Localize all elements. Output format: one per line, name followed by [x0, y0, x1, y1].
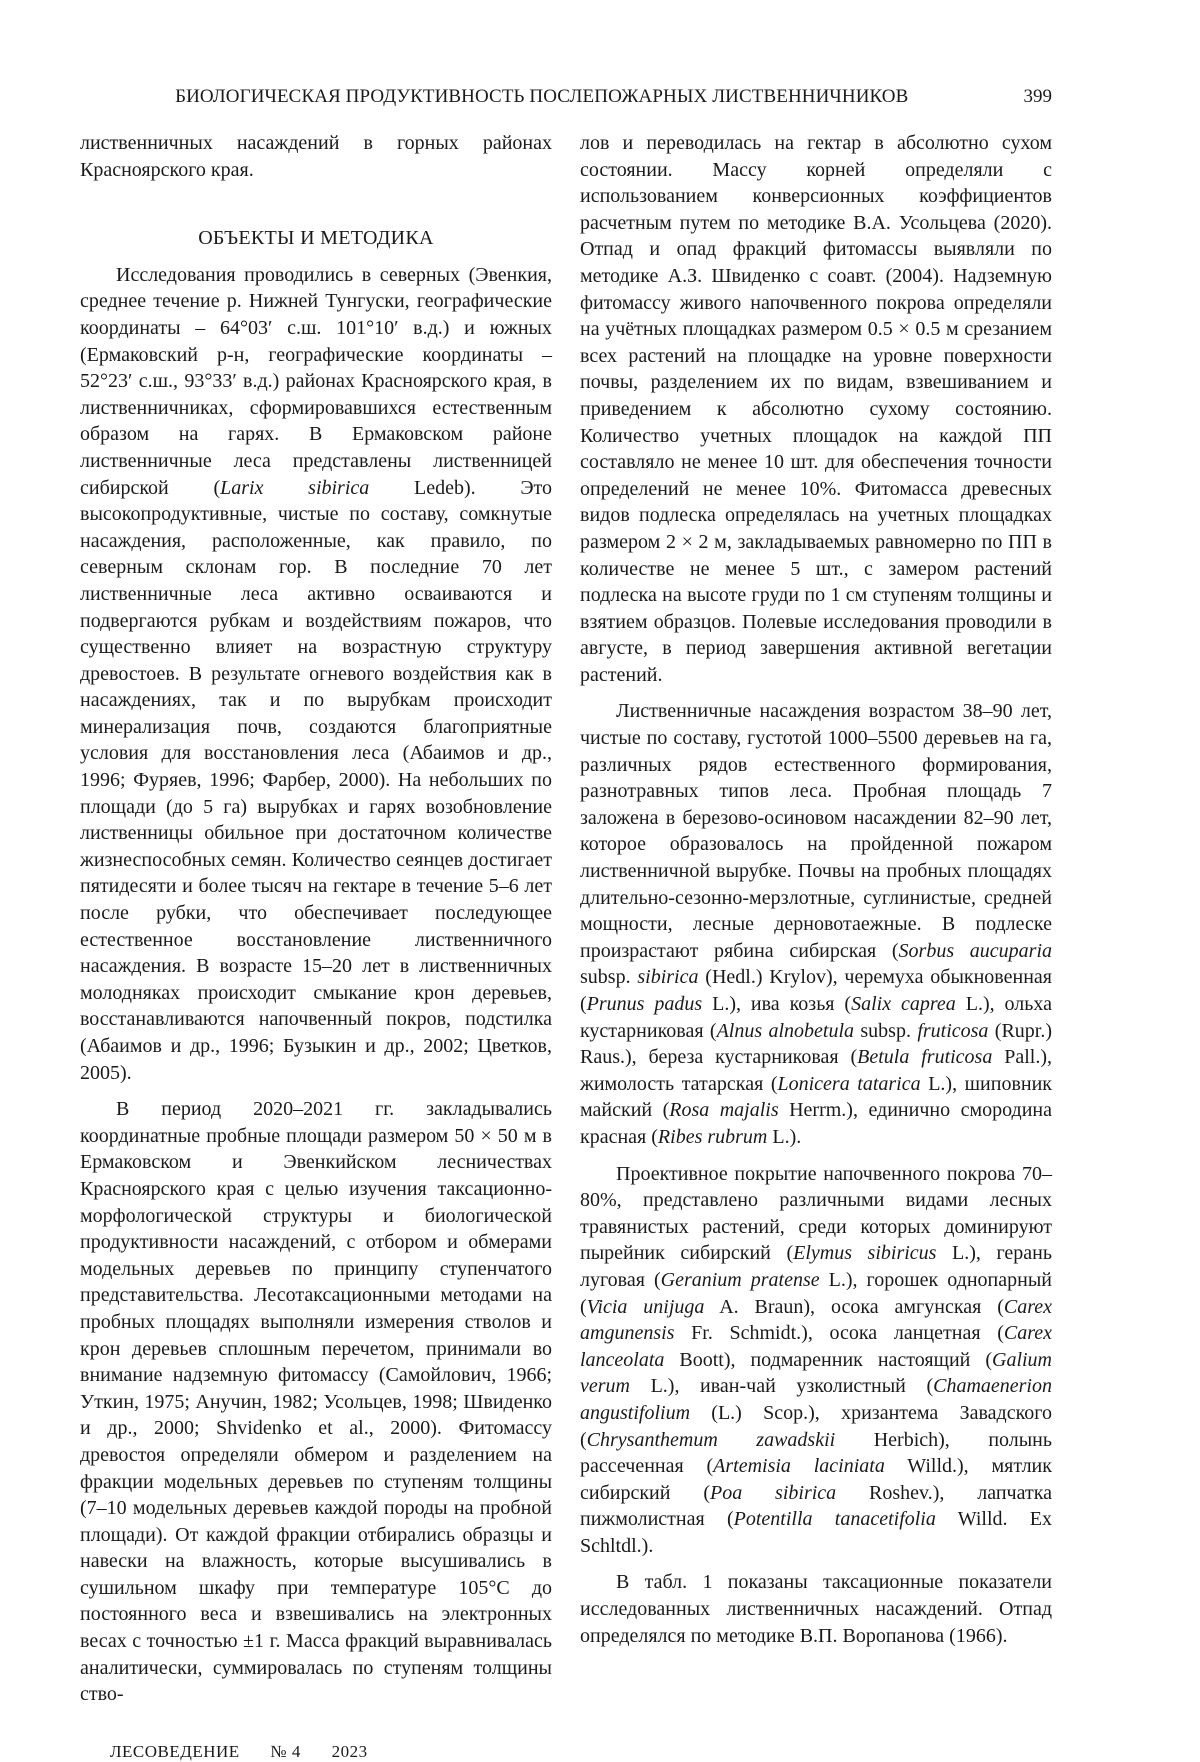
latin-name: Salix caprea [851, 993, 956, 1015]
latin-name: fruticosa [917, 1020, 988, 1042]
page-number: 399 [1024, 86, 1053, 108]
year: 2023 [332, 1742, 368, 1761]
paragraph [80, 130, 552, 183]
latin-name: Geranium pratense [661, 1269, 820, 1291]
text-run: L.), герань луговая ( [580, 1242, 1052, 1291]
latin-name: Chrysanthemum zawadskii [587, 1429, 836, 1451]
journal-name: ЛЕСОВЕДЕНИЕ [110, 1742, 240, 1761]
text-run: Исследования проводились в северных (Эвенкия, среднее течение р. Нижней Тунгуски, географические координаты – 64°03′ с.ш. 101°10′ в.д.) и южных (Ермаковский р-н, географические координаты – 52°23′ с.ш., 93°33′ в.д.) районах Красноярского края, в лиственничниках, сформировавшихся естественным образом на гарях. В Ермаковском районе лиственничные леса представлены лиственницей сибирской ( [80, 264, 552, 499]
text-run: Fr. Schmidt.), осока ланцетная ( [674, 1322, 1003, 1344]
latin-name: Prunus padus [587, 993, 703, 1015]
running-title: БИОЛОГИЧЕСКАЯ ПРОДУКТИВНОСТЬ ПОСЛЕПОЖАРНЫХ ЛИСТВЕННИЧНИКОВ [80, 86, 1024, 108]
paragraph [580, 1569, 1052, 1649]
text-run: A. Braun), осока амгунская ( [704, 1296, 1003, 1318]
text-run: Herrm.), единично смородина красная ( [580, 1099, 1052, 1148]
text-run: subsp. [580, 966, 637, 988]
page-header [80, 86, 1052, 108]
latin-name: Ribes rubrum [658, 1126, 767, 1148]
latin-name: Potentilla tanacetifolia [734, 1508, 936, 1530]
text-run: Willd. Ex Schltdl.). [580, 1508, 1052, 1557]
latin-name: Galium verum [580, 1349, 1052, 1398]
text-run: лиственничных насаждений в горных районах Красноярского края. [80, 132, 552, 181]
section-heading: ОБЪЕКТЫ И МЕТОДИКА [80, 225, 552, 252]
paragraph [580, 1161, 1052, 1560]
latin-name: Betula fruticosa [857, 1046, 992, 1068]
text-run: Roshev.), лапчатка пижмолистная ( [580, 1482, 1052, 1531]
text-run: L.). [767, 1126, 801, 1148]
text-run: (Rupr.) Raus.), береза кустарниковая ( [580, 1020, 1052, 1069]
latin-name: Elymus sibiricus [793, 1242, 936, 1264]
paragraph [580, 130, 1052, 688]
text-run: Boott), подмаренник настоящий ( [664, 1349, 992, 1371]
latin-name: Carex amgunensis [580, 1296, 1052, 1345]
text-run: В табл. 1 показаны таксационные показатели исследованных лиственничных насаждений. Отпад определялся по методике В.П. Воропанова (1966). [580, 1571, 1052, 1646]
text-run: Herbich), полынь рассеченная ( [580, 1429, 1052, 1478]
text-run: Willd.), мятлик сибирский ( [580, 1455, 1052, 1504]
text-run: L.), шиповник майский ( [580, 1073, 1052, 1122]
paragraph [80, 262, 552, 1086]
latin-name: Alnus alnobetula [717, 1020, 854, 1042]
paragraph [580, 698, 1052, 1150]
latin-name: Lonicera tatarica [778, 1073, 921, 1095]
issue-number: № 4 [270, 1742, 300, 1761]
latin-name: Sorbus aucuparia [899, 940, 1052, 962]
text-run: Лиственничные насаждения возрастом 38–90 лет, чистые по составу, густотой 1000–5500 деревьев на га, различных рядов естественного формирования, разнотравных типов леса. Пробная площадь 7 заложена в березово-осиновом насаждении 82–90 лет, которое образовалось на пройденной пожаром лиственничной вырубке. Почвы на пробных площадях длительно-сезонно-мерзлотные, суглинистые, средней мощности, лесные дерновотаежные. В подлеске произрастают рябина сибирская ( [580, 700, 1052, 961]
latin-name: Poa sibirica [710, 1482, 836, 1504]
text-run: (L.) Scop.), хризантема Завадского ( [580, 1402, 1052, 1451]
latin-name: Chamaenerion angustifolium [580, 1375, 1052, 1424]
paragraph [80, 1096, 552, 1708]
text-run: Pall.), жимолость татарская ( [580, 1046, 1052, 1095]
text-run: subsp. [854, 1020, 917, 1042]
latin-name: Carex lanceolata [580, 1322, 1052, 1371]
text-run: L.), горошек однопарный ( [580, 1269, 1052, 1318]
columns [80, 130, 1052, 1718]
footer [80, 1742, 1052, 1762]
latin-name: Artemisia laciniata [713, 1455, 885, 1477]
text-run: (Hedl.) Krylov), черемуха обыкновенная ( [580, 966, 1052, 1015]
text-run: Проективное покрытие напочвенного покрова 70–80%, представлено различными видами лесных травянистых растений, среди которых доминируют пырейник сибирский ( [580, 1163, 1052, 1265]
text-run: L.), ива козья ( [702, 993, 851, 1015]
text-run: L.), иван-чай узколистный ( [630, 1375, 933, 1397]
latin-name: Vicia unijuga [587, 1296, 705, 1318]
latin-name: Larix sibirica [220, 477, 369, 499]
latin-name: sibirica [637, 966, 698, 988]
page [80, 86, 1052, 1762]
left-column [80, 130, 552, 1718]
latin-name: Rosa majalis [669, 1099, 778, 1121]
text-run: Ledeb). Это высокопродуктивные, чистые по составу, сомкнутые насаждения, расположенные, как правило, по северным склонам гор. В последние 70 лет лиственничные леса активно осваиваются и подвергаются рубкам и воздействиям пожаров, что существенно влияет на возрастную структуру древостоев. В результате огневого воздействия как в насаждениях, так и по вырубкам происходит минерализация почв, создаются благоприятные условия для восстановления леса (Абаимов и др., 1996; Фуряев, 1996; Фарбер, 2000). На небольших по площади (до 5 га) вырубках и гарях возобновление лиственницы обильное при достаточном количестве жизнеспособных семян. Количество сеянцев достигает пятидесяти и более тысяч на гектаре в течение 5–6 лет после рубки, что обеспечивает последующее естественное восстановление лиственничного насаждения. В возрасте 15–20 лет в лиственничных молодняках происходит смыкание крон деревьев, восстанавливаются напочвенный покров, подстилка (Абаимов и др., 1996; Бузыкин и др., 2002; Цветков, 2005). [80, 477, 552, 1084]
text-run: лов и переводилась на гектар в абсолютно сухом состоянии. Массу корней определяли с использованием конверсионных коэффициентов расчетным путем по методике В.А. Усольцева (2020). Отпад и опад фракций фитомассы выявляли по методике А.З. Швиденко с соавт. (2004). Надземную фитомассу живого напочвенного покрова определяли на учётных площадках размером 0.5 × 0.5 м срезанием всех растений на площадке на уровне поверхности почвы, разделением их по видам, взвешиванием и приведением к абсолютно сухому состоянию. Количество учетных площадок на каждой ПП составляло не менее 10 шт. для обеспечения точности определений не менее 10%. Фитомасса древесных видов подлеска определялась на учетных площадках размером 2 × 2 м, закладываемых равномерно по ПП в количестве не менее 5 шт., с замером растений подлеска на высоте груди по 1 см ступеням толщины и взятием образцов. Полевые исследования проводили в августе, в период завершения активной вегетации растений. [580, 132, 1052, 686]
right-column [580, 130, 1052, 1659]
text-run: L.), ольха кустарниковая ( [580, 993, 1052, 1042]
text-run: В период 2020–2021 гг. закладывались координатные пробные площади размером 50 × 50 м в Ермаковском и Эвенкийском лесничествах Красноярского края с целью изучения таксационно-морфологической структуры и биологической продуктивности насаждений, с отбором и обмерами модельных деревьев по принципу ступенчатого представительства. Лесотаксационными методами на пробных площадях выполняли измерения стволов и крон деревьев сплошным перечетом, принимали во внимание надземную фитомассу (Самойлович, 1966; Уткин, 1975; Анучин, 1982; Усольцев, 1998; Швиденко и др., 2000; Shvidenko et al., 2000). Фитомассу древостоя определяли обмером и разделением на фракции модельных деревьев по ступеням толщины (7–10 модельных деревьев каждой породы на пробной площади). От каждой фракции отбирались образцы и навески на влажность, которые высушивались в сушильном шкафу при температуре 105°C до постоянного веса и взвешивались на электронных весах с точностью ±1 г. Масса фракций выравнивалась аналитически, суммировалась по ступеням толщины ство- [80, 1098, 552, 1705]
